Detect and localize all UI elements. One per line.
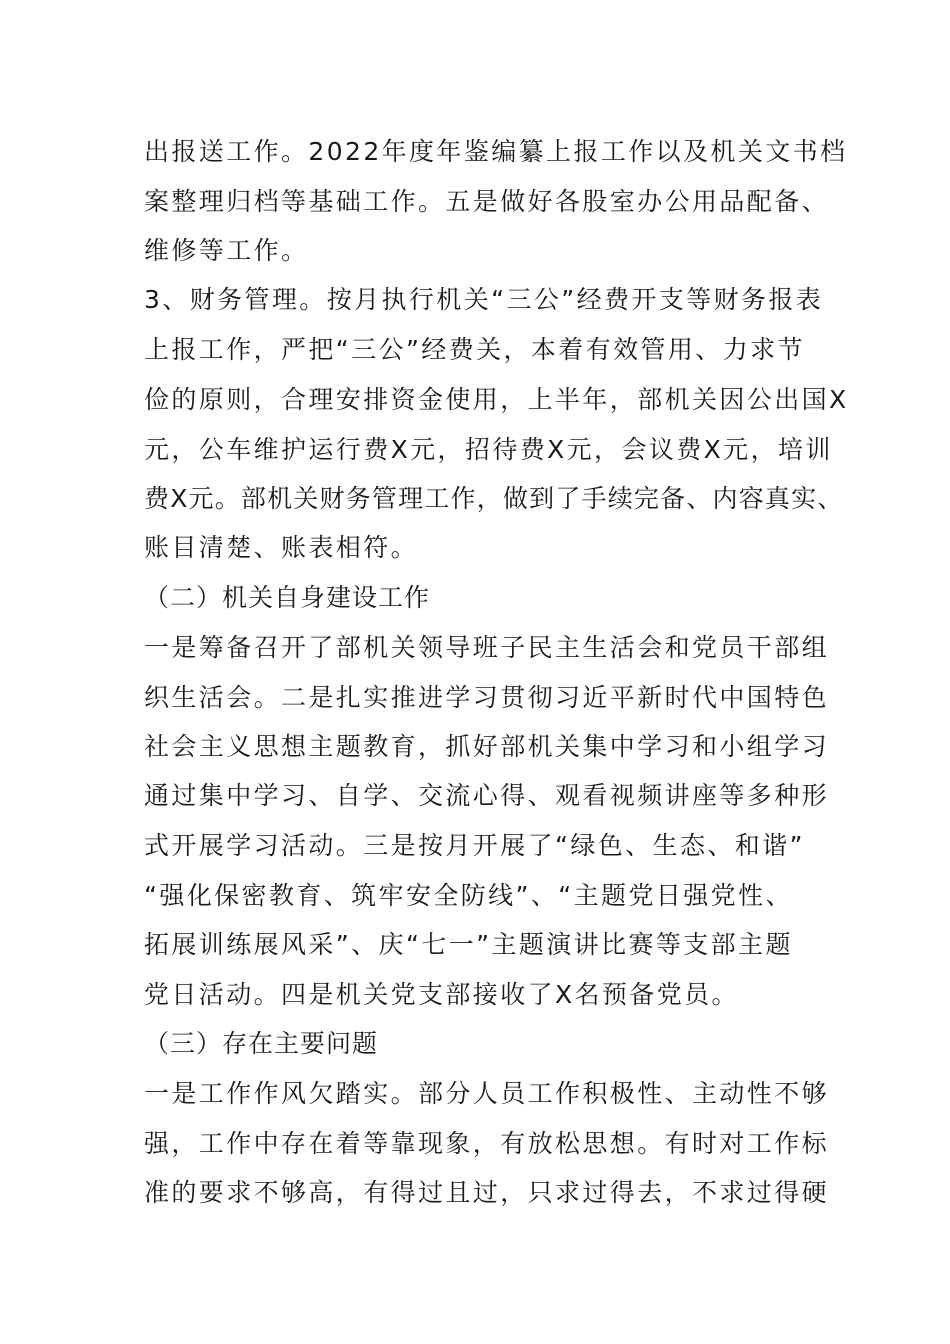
body-text-line: 出报送工作。2022年度年鉴编纂上报工作以及机关文书档: [144, 137, 848, 166]
body-text-line: “强化保密教育、筑牢安全防线”、“主题党日强党性、: [144, 881, 793, 910]
body-text-line: 准的要求不够高，有得过且过，只求过得去，不求过得硬: [144, 1178, 830, 1207]
body-text-line: 元，公车维护运行费X元，招待费X元，会议费X元，培训: [144, 435, 833, 464]
body-text-line: 织生活会。二是扎实推进学习贯彻习近平新时代中国特色: [144, 683, 830, 712]
body-text-line: 案整理归档等基础工作。五是做好各股室办公用品配备、: [144, 187, 830, 216]
body-text-line: 账目清楚、账表相符。: [144, 533, 419, 562]
body-text-line: 俭的原则，合理安排资金使用，上半年，部机关因公出国X: [144, 385, 849, 414]
body-text-line: 费X元。部机关财务管理工作，做到了手续完备、内容真实、: [144, 484, 844, 513]
body-text-line: 式开展学习活动。三是按月开展了“绿色、生态、和谐”: [144, 831, 805, 860]
body-text-line: 党日活动。四是机关党支部接收了X名预备党员。: [144, 980, 739, 1009]
body-text-line: 一是工作作风欠踏实。部分人员工作积极性、主动性不够: [144, 1079, 830, 1108]
body-text-line: 上报工作，严把“三公”经费关，本着有效管用、力求节: [144, 335, 805, 364]
section-heading: （三）存在主要问题: [144, 1029, 379, 1058]
body-text-line: 强，工作中存在着等靠现象，有放松思想。有时对工作标: [144, 1129, 830, 1158]
body-text-line: 维修等工作。: [144, 236, 309, 265]
body-text-line: 通过集中学习、自学、交流心得、观看视频讲座等多种形: [144, 781, 830, 810]
body-text-line: 一是筹备召开了部机关领导班子民主生活会和党员干部组: [144, 633, 830, 662]
section-heading: （二）机关自身建设工作: [144, 583, 431, 612]
body-text-line: 3、财务管理。按月执行机关“三公”经费开支等财务报表: [144, 285, 824, 314]
body-text-line: 拓展训练展风采”、庆“七一”主题演讲比赛等支部主题: [144, 930, 793, 959]
body-text-line: 社会主义思想主题教育，抓好部机关集中学习和小组学习: [144, 732, 830, 761]
